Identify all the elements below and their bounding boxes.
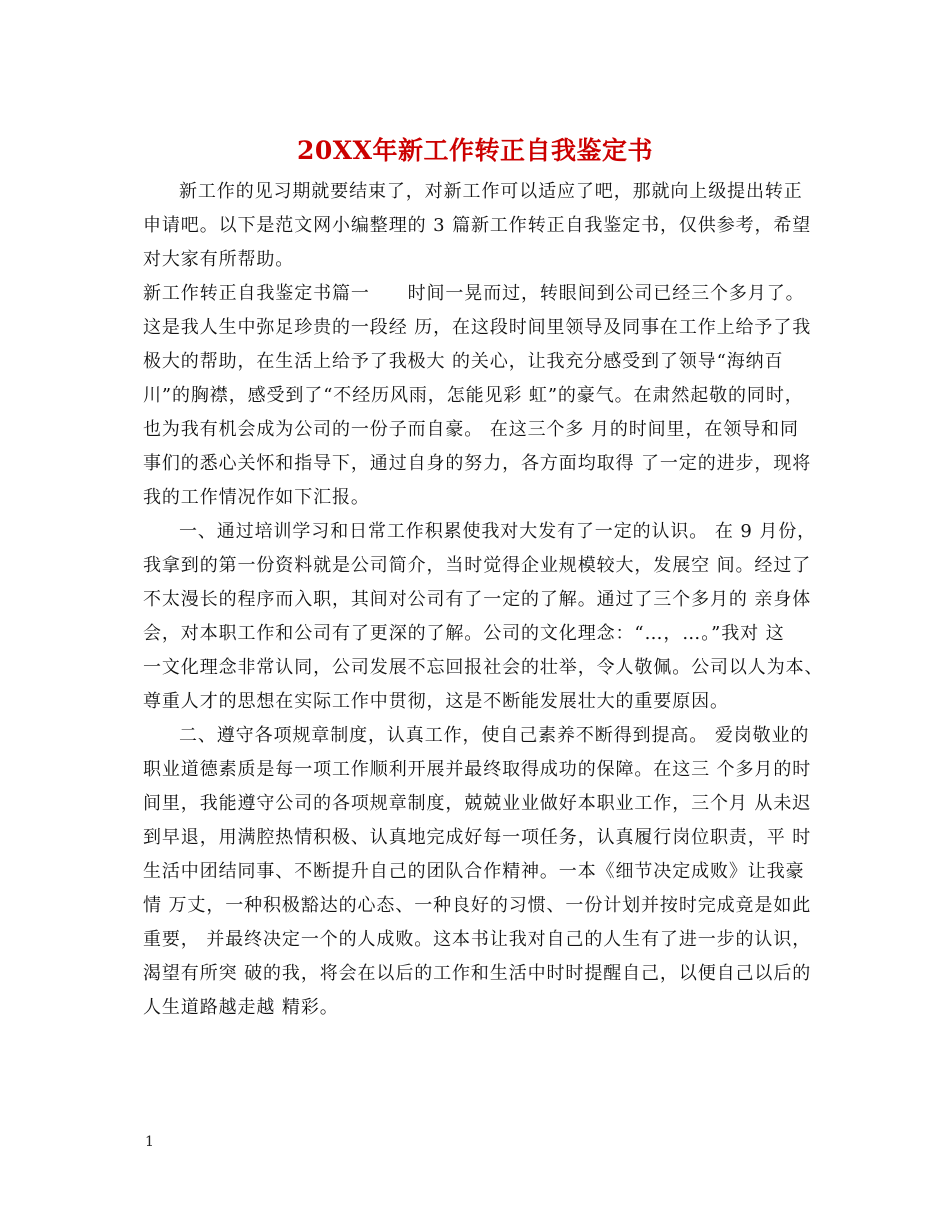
text-line-16: 尊重人才的思想在实际工作中贯彻，这是不断能发展壮大的重要原因。 xyxy=(143,691,729,712)
text-line-1: 新工作的见习期就要结束了，对新工作可以适应了吧，那就向上级提出转正 xyxy=(179,181,803,202)
page-number: 1 xyxy=(145,1134,154,1150)
text-line-22: 情 万丈，一种积极豁达的心态、一种良好的习惯、一份计划并按时完成竟是如此 xyxy=(143,895,812,916)
text-line-18: 职业道德素质是每一项工作顺利开展并最终取得成功的保障。在这三 个多月的时 xyxy=(143,759,812,780)
text-line-19: 间里，我能遵守公司的各项规章制度，兢兢业业做好本职业工作，三个月 从未迟 xyxy=(143,793,812,814)
text-line-8: 也为我有机会成为公司的一份子而自豪。 在这三个多 月的时间里，在领导和同 xyxy=(143,419,799,440)
text-line-21: 生活中团结同事、不断提升自己的团队合作精神。一本《细节决定成败》让我豪 xyxy=(143,861,805,882)
text-line-9: 事们的悉心关怀和指导下，通过自身的努力，各方面均取得 了一定的进步，现将 xyxy=(143,453,812,474)
text-line-11: 一、通过培训学习和日常工作积累使我对大发有了一定的认识。 在 9 月份， xyxy=(179,521,817,542)
text-line-13: 不太漫长的程序而入职，其间对公司有了一定的了解。通过了三个多月的 亲身体 xyxy=(143,589,812,610)
document-title: 20XX年新工作转正自我鉴定书 xyxy=(296,136,654,165)
text-line-20: 到早退，用满腔热情积极、认真地完成好每一项任务，认真履行岗位职责，平 时 xyxy=(143,827,812,848)
text-line-7: 川”的胸襟，感受到了“不经历风雨，怎能见彩 虹”的豪气。在肃然起敬的同时， xyxy=(143,385,804,406)
text-line-25: 人生道路越走越 精彩。 xyxy=(143,997,339,1018)
text-line-15: 一文化理念非常认同，公司发展不忘回报社会的壮举，令人敬佩。公司以人为本、 xyxy=(143,657,824,678)
text-line-24: 渴望有所突 破的我，将会在以后的工作和生活中时时提醒自己，以便自己以后的 xyxy=(143,963,812,984)
text-line-10: 我的工作情况作如下汇报。 xyxy=(143,487,370,508)
text-line-5: 这是我人生中弥足珍贵的一段经 历，在这段时间里领导及同事在工作上给予了我 xyxy=(143,317,812,338)
text-line-14: 会，对本职工作和公司有了更深的了解。公司的文化理念：“…，…。”我对 这 xyxy=(143,623,785,644)
text-line-4: 新工作转正自我鉴定书篇一 时间一晃而过，转眼间到公司已经三个多月了。 xyxy=(143,283,805,304)
text-line-2: 申请吧。以下是范文网小编整理的 3 篇新工作转正自我鉴定书，仅供参考，希望 xyxy=(143,215,812,236)
text-line-17: 二、遵守各项规章制度，认真工作，使自己素养不断得到提高。 爱岗敬业的 xyxy=(179,725,810,746)
text-line-23: 重要， 并最终决定一个的人成败。这本书让我对自己的人生有了进一步的认识， xyxy=(143,929,812,950)
text-line-6: 极大的帮助，在生活上给予了我极大 的关心，让我充分感受到了领导“海纳百 xyxy=(143,351,784,372)
text-line-12: 我拿到的第一份资料就是公司简介，当时觉得企业规模较大，发展空 间。经过了 xyxy=(143,555,812,576)
text-line-3: 对大家有所帮助。 xyxy=(143,249,295,270)
